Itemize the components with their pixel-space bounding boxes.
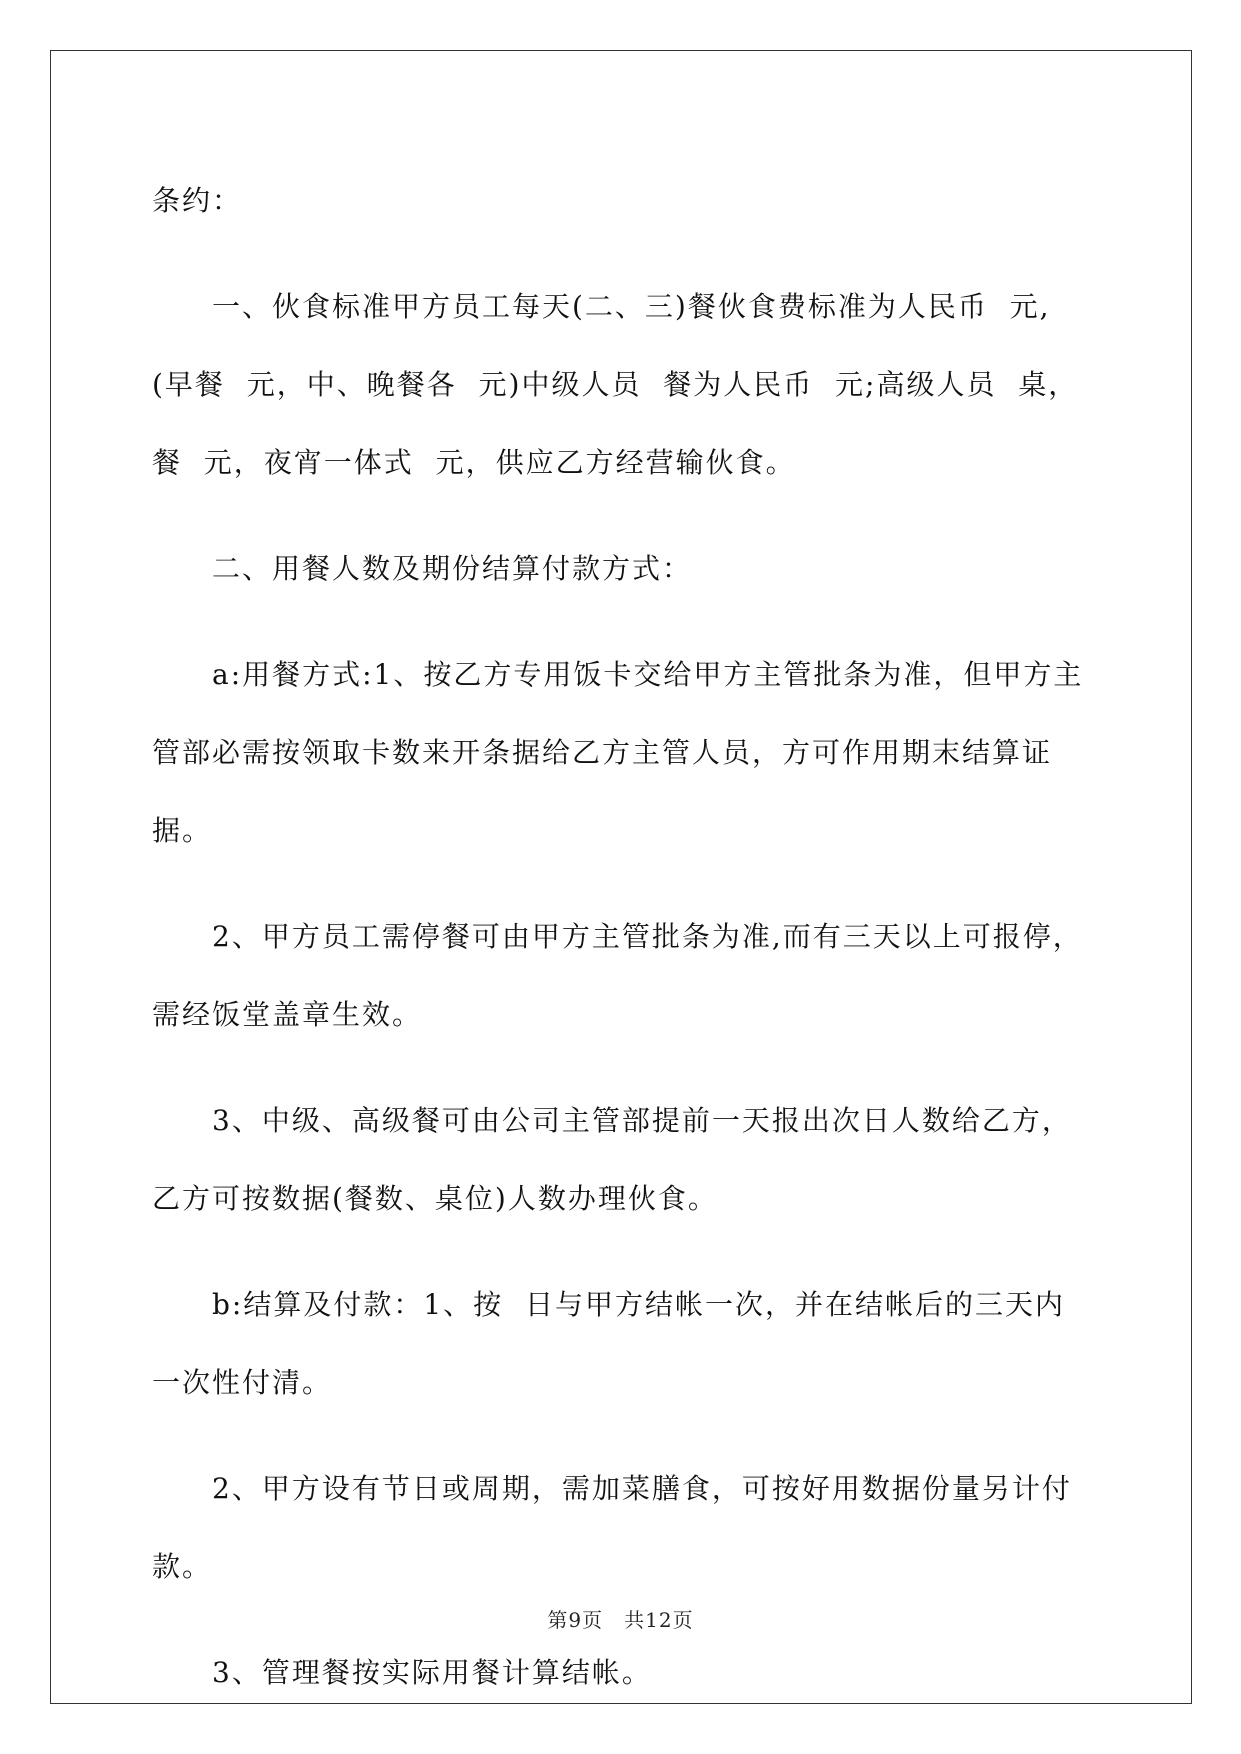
paragraph-management-meal: 3、管理餐按实际用餐计算结帐。 — [212, 1656, 652, 1689]
paragraph-settlement-payment: b:结算及付款：1、按 日与甲方结帐一次，并在结帐后的三天内一次性付清。 — [152, 1288, 1065, 1399]
paragraph-heading: 条约： — [152, 184, 243, 217]
paragraph-senior-meal: 3、中级、高级餐可由公司主管部提前一天报出次日人数给乙方，乙方可按数据(餐数、桌位)人数办理伙食。 — [152, 1104, 1072, 1215]
paragraph-dining-method: a:用餐方式:1、按乙方专用饭卡交给甲方主管批条为准，但甲方主管部必需按领取卡数来开条据给乙方主管人员，方可作用期末结算证据。 — [152, 658, 1084, 847]
document-body — [152, 162, 1092, 1740]
paragraph-dining-settlement-title: 二、用餐人数及期份结算付款方式： — [212, 552, 693, 585]
page-number-footer: 第9页 共12页 — [547, 1608, 694, 1632]
paragraph-holiday-meal: 2、甲方设有节日或周期，需加菜膳食，可按好用数据份量另计付款。 — [152, 1472, 1072, 1583]
paragraph-stop-meal: 2、甲方员工需停餐可由甲方主管批条为准,而有三天以上可报停，需经饭堂盖章生效。 — [152, 920, 1083, 1031]
paragraph-meal-standard: 一、伙食标准甲方员工每天(二、三)餐伙食费标准为人民币 元,(早餐 元，中、晚餐各 元)中级人员 餐为人民币 元;高级人员 桌，餐 元，夜宵一体式 元，供应乙方经营输伙食。 — [152, 290, 1079, 479]
